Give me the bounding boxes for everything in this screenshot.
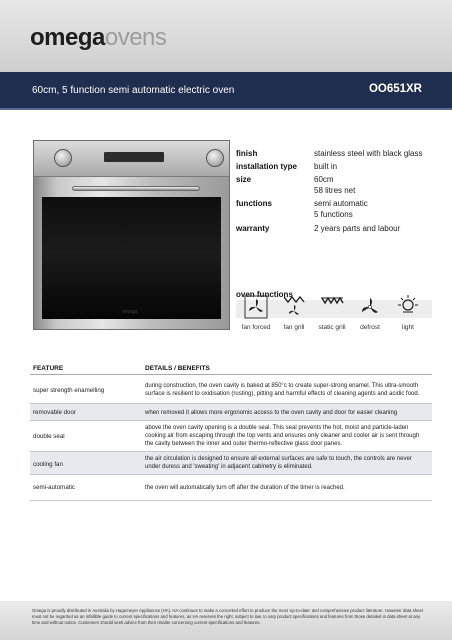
omega-logo: [30, 26, 166, 50]
table-row: [30, 404, 432, 421]
row-feature: semi-automatic: [33, 484, 75, 491]
spec-key: finish: [236, 149, 258, 158]
header-feature: FEATURE: [33, 365, 64, 372]
table-header: [30, 362, 432, 375]
row-feature: super strength enamelling: [33, 387, 105, 394]
oven-knob: [54, 149, 72, 167]
spec-key: warranty: [236, 224, 270, 233]
oven-control-panel: [34, 141, 229, 177]
spec-value: 58 litres net: [314, 186, 356, 195]
spec-key: installation type: [236, 162, 297, 171]
function-label: fan grill: [283, 324, 305, 331]
row-details: the air circulation is designed to ensure all external surfaces are safe to touch, the controls are never under duress and 'sweating' in adjacent cabinetry is eliminated.: [145, 456, 412, 470]
oven-door-glass: [42, 197, 221, 319]
oven-brandmark: omega: [122, 309, 138, 315]
oven-door-handle: [72, 186, 200, 191]
row-feature: cooling fan: [33, 461, 63, 468]
spec-key: size: [236, 175, 252, 184]
row-details: when removed it allows more ergonomic access to the oven cavity and door for easier cleaning: [145, 410, 398, 416]
spec-value: stainless steel with black glass: [314, 149, 423, 158]
spec-key: functions: [236, 199, 272, 208]
oven-knob: [206, 149, 224, 167]
function-label: defrost: [360, 324, 380, 331]
logo-brand: omega: [30, 24, 105, 51]
function-item: [274, 294, 314, 331]
fan-forced-icon: [243, 294, 269, 320]
product-title: 60cm, 5 function semi automatic electric oven: [32, 85, 235, 96]
fan-grill-icon: [281, 294, 307, 320]
spec-value: semi automatic: [314, 199, 368, 208]
header: [0, 0, 452, 72]
oven-functions-title: oven functions: [236, 290, 293, 299]
logo-product: ovens: [104, 24, 167, 51]
oven-product-image: [33, 140, 230, 330]
light-icon: [395, 294, 421, 320]
static-grill-icon: [319, 294, 345, 320]
function-item: [388, 294, 428, 331]
function-label: light: [402, 324, 414, 331]
row-details: the oven will automatically turn off after the duration of the timer is reached.: [145, 485, 345, 491]
table-row: [30, 475, 432, 501]
function-item: [236, 294, 276, 331]
function-label: fan forced: [241, 324, 271, 331]
function-item: [350, 294, 390, 331]
function-item: [312, 294, 352, 331]
spec-value: 2 years parts and labour: [314, 224, 401, 233]
row-details: above the oven cavity opening is a double seal. This seal prevents the hot, moist and particle-laden cooking air from escaping through the top vents and ensures only cleaner and cooler air is sent through the cavity between the inner and outer thermo-reflective glass door panes.: [145, 425, 420, 447]
table-row: [30, 376, 432, 404]
defrost-icon: [357, 294, 383, 320]
table-row: [30, 452, 432, 475]
model-number: OO651XR: [368, 83, 422, 95]
function-label: static grill: [318, 324, 346, 331]
row-details: during construction, the oven cavity is baked at 850°c to create super-strong enamel. This ultra-smooth surface is resilient to oxidisation (rusting), pitting and harmful effects of cleaning agents and acidic food.: [145, 383, 420, 397]
row-feature: removable door: [33, 409, 76, 416]
spec-value: built in: [314, 162, 338, 171]
title-bar: [0, 72, 452, 110]
row-feature: double seal: [33, 433, 65, 440]
footer-disclaimer: Omega is proudly distributed in Australia by Hagemeyer Appliances (HA). HA continues to make a concerted effort to produce the most 'up-to-date' and comprehensive product literature. However data sheet must not be regarded as an infallible guide to current specifications and features, as HA reserves the right, subject to law, to vary product specifications and features from those detailed in data sheet at any time and without notice. Customers should seek advice from their retailer concerning current specifications and features.: [32, 608, 424, 625]
spec-value: 60cm: [314, 175, 334, 184]
spec-value: 5 functions: [314, 210, 353, 219]
footer: [0, 601, 452, 640]
oven-timer-display: [104, 152, 164, 162]
header-details: DETAILS / BENEFITS: [145, 365, 210, 372]
table-row: [30, 421, 432, 452]
